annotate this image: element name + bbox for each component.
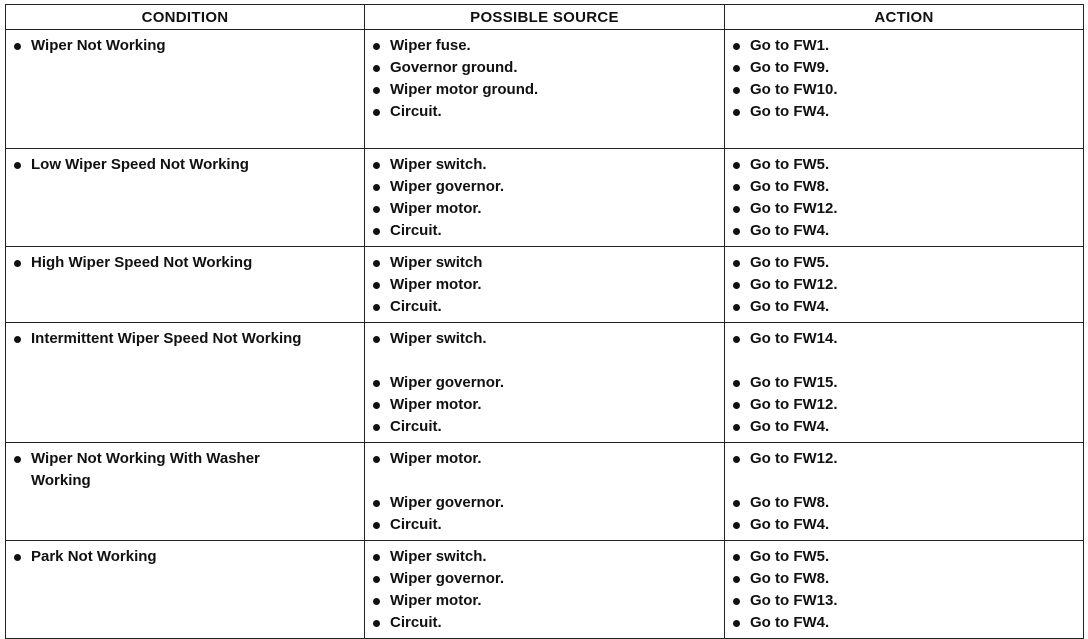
source-item: Wiper switch.: [390, 330, 487, 347]
bullet-icon: [373, 336, 380, 343]
source-item: Circuit.: [390, 103, 442, 120]
bullet-icon: [14, 260, 21, 267]
spacer: [373, 470, 716, 492]
table-row: [6, 30, 1084, 149]
action-item: Go to FW12.: [750, 276, 838, 293]
bullet-icon: [373, 162, 380, 169]
bullet-icon: [733, 598, 740, 605]
bullet-icon: [733, 336, 740, 343]
bullet-icon: [14, 162, 21, 169]
table-row: [6, 247, 1084, 323]
bullet-icon: [733, 87, 740, 94]
bullet-icon: [733, 282, 740, 289]
condition-cell: [6, 30, 365, 149]
source-item: Wiper governor.: [390, 178, 505, 195]
action-item: Go to FW4.: [750, 103, 830, 120]
bullet-icon: [733, 184, 740, 191]
condition-cell: [6, 443, 365, 541]
bullet-icon: [373, 598, 380, 605]
table-row: [6, 149, 1084, 247]
condition-text: Low Wiper Speed Not Working: [31, 156, 249, 173]
bullet-icon: [373, 260, 380, 267]
source-item: Wiper switch: [390, 254, 483, 271]
action-item: Go to FW8.: [750, 570, 830, 587]
source-item: Circuit.: [390, 614, 442, 631]
source-item: Wiper switch.: [390, 548, 487, 565]
action-item: Go to FW1.: [750, 37, 830, 54]
action-item: Go to FW13.: [750, 592, 838, 609]
bullet-icon: [373, 576, 380, 583]
source-item: Circuit.: [390, 516, 442, 533]
bullet-icon: [733, 620, 740, 627]
bullet-icon: [733, 228, 740, 235]
action-item: Go to FW5.: [750, 254, 830, 271]
action-item: Go to FW5.: [750, 156, 830, 173]
bullet-icon: [373, 554, 380, 561]
action-item: Go to FW4.: [750, 222, 830, 239]
bullet-icon: [373, 500, 380, 507]
source-item: Wiper fuse.: [390, 37, 471, 54]
source-cell: [365, 323, 725, 443]
bullet-icon: [373, 620, 380, 627]
spacer: [733, 470, 1075, 492]
bullet-icon: [733, 576, 740, 583]
bullet-icon: [14, 43, 21, 50]
source-item: Wiper switch.: [390, 156, 487, 173]
diagnosis-table: [5, 4, 1084, 639]
spacer: [373, 350, 716, 372]
action-cell: [725, 149, 1084, 247]
action-item: Go to FW10.: [750, 81, 838, 98]
condition-text: Park Not Working: [31, 548, 157, 565]
bullet-icon: [373, 456, 380, 463]
condition-text: High Wiper Speed Not Working: [31, 254, 253, 271]
bullet-icon: [373, 522, 380, 529]
bullet-icon: [14, 336, 21, 343]
action-item: Go to FW12.: [750, 396, 838, 413]
condition-cell: [6, 541, 365, 639]
action-item: Go to FW4.: [750, 298, 830, 315]
source-cell: [365, 30, 725, 149]
source-cell: [365, 247, 725, 323]
bullet-icon: [14, 554, 21, 561]
bullet-icon: [733, 162, 740, 169]
source-item: Wiper motor.: [390, 592, 482, 609]
action-item: Go to FW5.: [750, 548, 830, 565]
bullet-icon: [373, 43, 380, 50]
bullet-icon: [373, 109, 380, 116]
action-item: Go to FW12.: [750, 450, 838, 467]
source-item: Wiper motor.: [390, 200, 482, 217]
bullet-icon: [733, 260, 740, 267]
condition-cell: [6, 323, 365, 443]
condition-cell: [6, 149, 365, 247]
header-condition: CONDITION: [6, 5, 365, 30]
table-row: [6, 443, 1084, 541]
action-cell: [725, 30, 1084, 149]
condition-text: Wiper Not Working: [31, 37, 166, 54]
bullet-icon: [373, 380, 380, 387]
action-cell: [725, 323, 1084, 443]
source-item: Circuit.: [390, 418, 442, 435]
bullet-icon: [733, 456, 740, 463]
action-item: Go to FW4.: [750, 418, 830, 435]
action-item: Go to FW4.: [750, 516, 830, 533]
bullet-icon: [373, 424, 380, 431]
source-item: Wiper motor.: [390, 450, 482, 467]
bullet-icon: [373, 304, 380, 311]
header-row: [6, 5, 1084, 30]
condition-text: Wiper Not Working With Washer Working: [31, 450, 260, 489]
bullet-icon: [733, 522, 740, 529]
header-possible-source: POSSIBLE SOURCE: [365, 5, 725, 30]
bullet-icon: [373, 87, 380, 94]
action-item: Go to FW9.: [750, 59, 830, 76]
source-cell: [365, 443, 725, 541]
bullet-icon: [373, 65, 380, 72]
spacer: [733, 350, 1075, 372]
bullet-icon: [733, 554, 740, 561]
condition-cell: [6, 247, 365, 323]
action-cell: [725, 541, 1084, 639]
bullet-icon: [733, 402, 740, 409]
source-item: Wiper governor.: [390, 570, 505, 587]
action-item: Go to FW14.: [750, 330, 838, 347]
source-item: Wiper governor.: [390, 494, 505, 511]
action-item: Go to FW4.: [750, 614, 830, 631]
source-item: Circuit.: [390, 222, 442, 239]
source-item: Wiper motor.: [390, 396, 482, 413]
source-item: Circuit.: [390, 298, 442, 315]
bullet-icon: [733, 109, 740, 116]
bullet-icon: [733, 43, 740, 50]
source-cell: [365, 541, 725, 639]
source-item: Governor ground.: [390, 59, 518, 76]
source-item: Wiper governor.: [390, 374, 505, 391]
source-item: Wiper motor ground.: [390, 81, 539, 98]
action-item: Go to FW15.: [750, 374, 838, 391]
source-cell: [365, 149, 725, 247]
bullet-icon: [733, 65, 740, 72]
bullet-icon: [14, 456, 21, 463]
bullet-icon: [733, 380, 740, 387]
bullet-icon: [733, 424, 740, 431]
table-row: [6, 323, 1084, 443]
condition-text: Intermittent Wiper Speed Not Working: [31, 330, 302, 347]
bullet-icon: [373, 184, 380, 191]
action-cell: [725, 247, 1084, 323]
bullet-icon: [373, 282, 380, 289]
bullet-icon: [373, 228, 380, 235]
bullet-icon: [373, 206, 380, 213]
bullet-icon: [733, 206, 740, 213]
action-cell: [725, 443, 1084, 541]
table-row: [6, 541, 1084, 639]
bullet-icon: [733, 500, 740, 507]
action-item: Go to FW8.: [750, 494, 830, 511]
action-item: Go to FW8.: [750, 178, 830, 195]
bullet-icon: [733, 304, 740, 311]
source-item: Wiper motor.: [390, 276, 482, 293]
header-action: ACTION: [725, 5, 1084, 30]
action-item: Go to FW12.: [750, 200, 838, 217]
bullet-icon: [373, 402, 380, 409]
